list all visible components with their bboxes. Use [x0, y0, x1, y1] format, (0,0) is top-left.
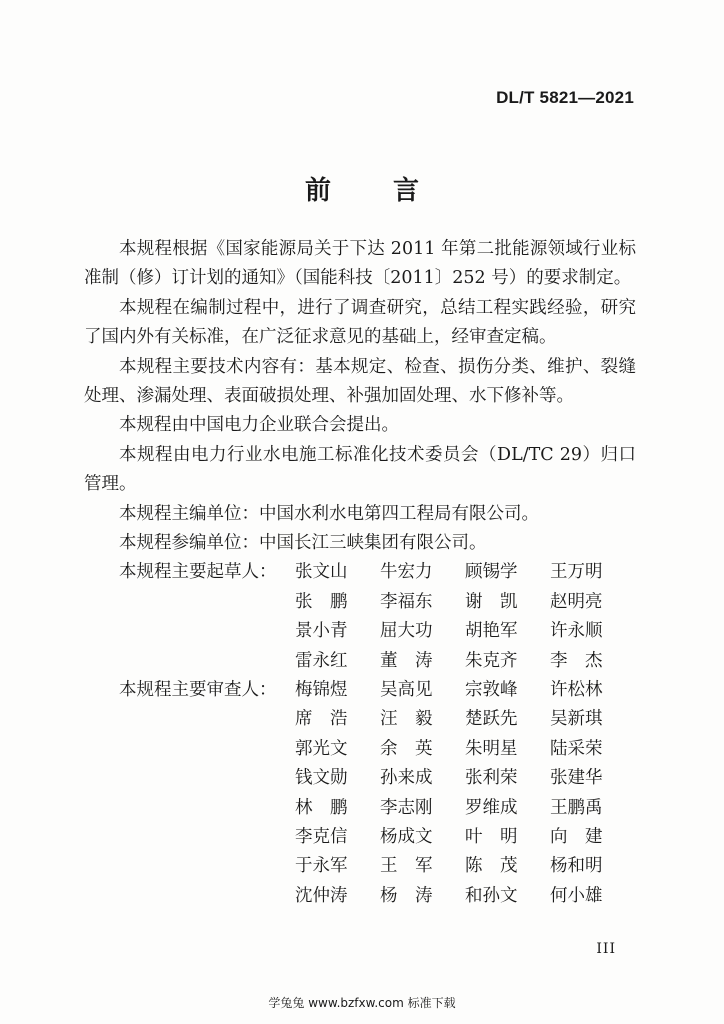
reviewer-name: 朱明星: [465, 738, 518, 759]
reviewers-row: [295, 764, 635, 793]
drafter-name: 屈大功: [380, 621, 433, 642]
drafter-name: 董 涛: [380, 650, 433, 671]
reviewers-names: [295, 676, 635, 911]
drafters-row: [295, 588, 635, 617]
reviewer-name: 陈 茂: [465, 856, 518, 877]
page-title: [0, 170, 724, 207]
drafter-name: 朱克齐: [465, 650, 518, 671]
drafter-name: 张文山: [295, 562, 348, 583]
drafters-row: [295, 558, 635, 587]
reviewer-name: 罗维成: [465, 797, 518, 818]
reviewers-row: [295, 794, 635, 823]
paragraph-chief-editor: 本规程主编单位：中国水利水电第四工程局有限公司。: [119, 503, 539, 524]
reviewer-name: 宗敦峰: [465, 680, 518, 701]
reviewers-section: [84, 676, 636, 911]
drafter-name: 许永顺: [550, 621, 603, 642]
reviewer-name: 向 建: [550, 826, 603, 847]
paragraph-management: 本规程由电力行业水电施工标准化技术委员会（DL/TC 29）归口管理。: [84, 444, 636, 495]
reviewer-name: 杨和明: [550, 856, 603, 877]
reviewers-row: [295, 735, 635, 764]
foreword-body: [84, 235, 636, 911]
reviewer-name: 和孙文: [465, 885, 518, 906]
drafter-name: 李福东: [380, 591, 433, 612]
reviewer-name: 张利荣: [465, 768, 518, 789]
drafter-name: 赵明亮: [550, 591, 603, 612]
reviewer-name: 叶 明: [465, 826, 518, 847]
reviewer-name: 王鹏禹: [550, 797, 603, 818]
drafters-names: [295, 558, 635, 676]
reviewer-name: 于永军: [295, 856, 348, 877]
drafter-name: 谢 凯: [465, 591, 518, 612]
drafter-name: 雷永红: [295, 650, 348, 671]
drafter-name: 顾锡学: [465, 562, 518, 583]
standard-code: DL/T 5821—2021: [496, 88, 634, 107]
reviewer-name: 楚跃先: [465, 709, 518, 730]
reviewer-name: 何小雄: [550, 885, 603, 906]
title-char-1: 前: [304, 176, 331, 206]
reviewer-name: 余 英: [380, 738, 433, 759]
drafter-name: 景小青: [295, 621, 348, 642]
reviewers-row: [295, 705, 635, 734]
reviewer-name: 王 军: [380, 856, 433, 877]
reviewers-row: [295, 882, 635, 911]
reviewer-name: 沈仲涛: [295, 885, 348, 906]
reviewer-name: 郭光文: [295, 738, 348, 759]
reviewer-name: 汪 毅: [380, 709, 433, 730]
drafter-name: 胡艳军: [465, 621, 518, 642]
reviewers-row: [295, 852, 635, 881]
reviewers-row: [295, 823, 635, 852]
reviewer-name: 梅锦煜: [295, 680, 348, 701]
page-number: III: [596, 941, 616, 957]
drafter-name: 李 杰: [550, 650, 603, 671]
paragraph-participating-editor: 本规程参编单位：中国长江三峡集团有限公司。: [119, 533, 487, 554]
drafters-label: 本规程主要起草人：: [119, 562, 277, 583]
reviewers-label: 本规程主要审查人：: [119, 680, 277, 701]
drafters-row: [295, 617, 635, 646]
paragraph-basis: 本规程根据《国家能源局关于下达 2011 年第二批能源领域行业标准制（修）订计划的通知》（国能科技〔2011〕252 号）的要求制定。: [84, 239, 636, 289]
reviewer-name: 林 鹏: [295, 797, 348, 818]
footer-watermark: 学兔兔 www.bzfxw.com 标准下载: [268, 996, 456, 1010]
reviewers-row: [295, 676, 635, 705]
reviewer-name: 吴新琪: [550, 709, 603, 730]
reviewer-name: 张建华: [550, 768, 603, 789]
drafter-name: 张 鹏: [295, 591, 348, 612]
reviewer-name: 杨成文: [380, 826, 433, 847]
paragraph-process: 本规程在编制过程中，进行了调查研究，总结工程实践经验，研究了国内外有关标准，在广泛征求意见的基础上，经审查定稿。: [84, 297, 636, 348]
reviewer-name: 吴高见: [380, 680, 433, 701]
reviewer-name: 许松林: [550, 680, 603, 701]
drafters-section: [84, 558, 636, 676]
drafters-row: [295, 647, 635, 676]
reviewer-name: 李志刚: [380, 797, 433, 818]
reviewer-name: 杨 涛: [380, 885, 433, 906]
reviewer-name: 席 浩: [295, 709, 348, 730]
reviewer-name: 李克信: [295, 826, 348, 847]
reviewer-name: 孙来成: [380, 768, 433, 789]
drafter-name: 牛宏力: [380, 562, 433, 583]
paragraph-proposer: 本规程由中国电力企业联合会提出。: [119, 415, 399, 436]
paragraph-content: 本规程主要技术内容有：基本规定、检查、损伤分类、维护、裂缝处理、渗漏处理、表面破损处理、补强加固处理、水下修补等。: [84, 356, 636, 407]
reviewer-name: 钱文勋: [295, 768, 348, 789]
reviewer-name: 陆采荣: [550, 738, 603, 759]
drafter-name: 王万明: [550, 562, 603, 583]
title-char-2: 言: [393, 176, 420, 206]
